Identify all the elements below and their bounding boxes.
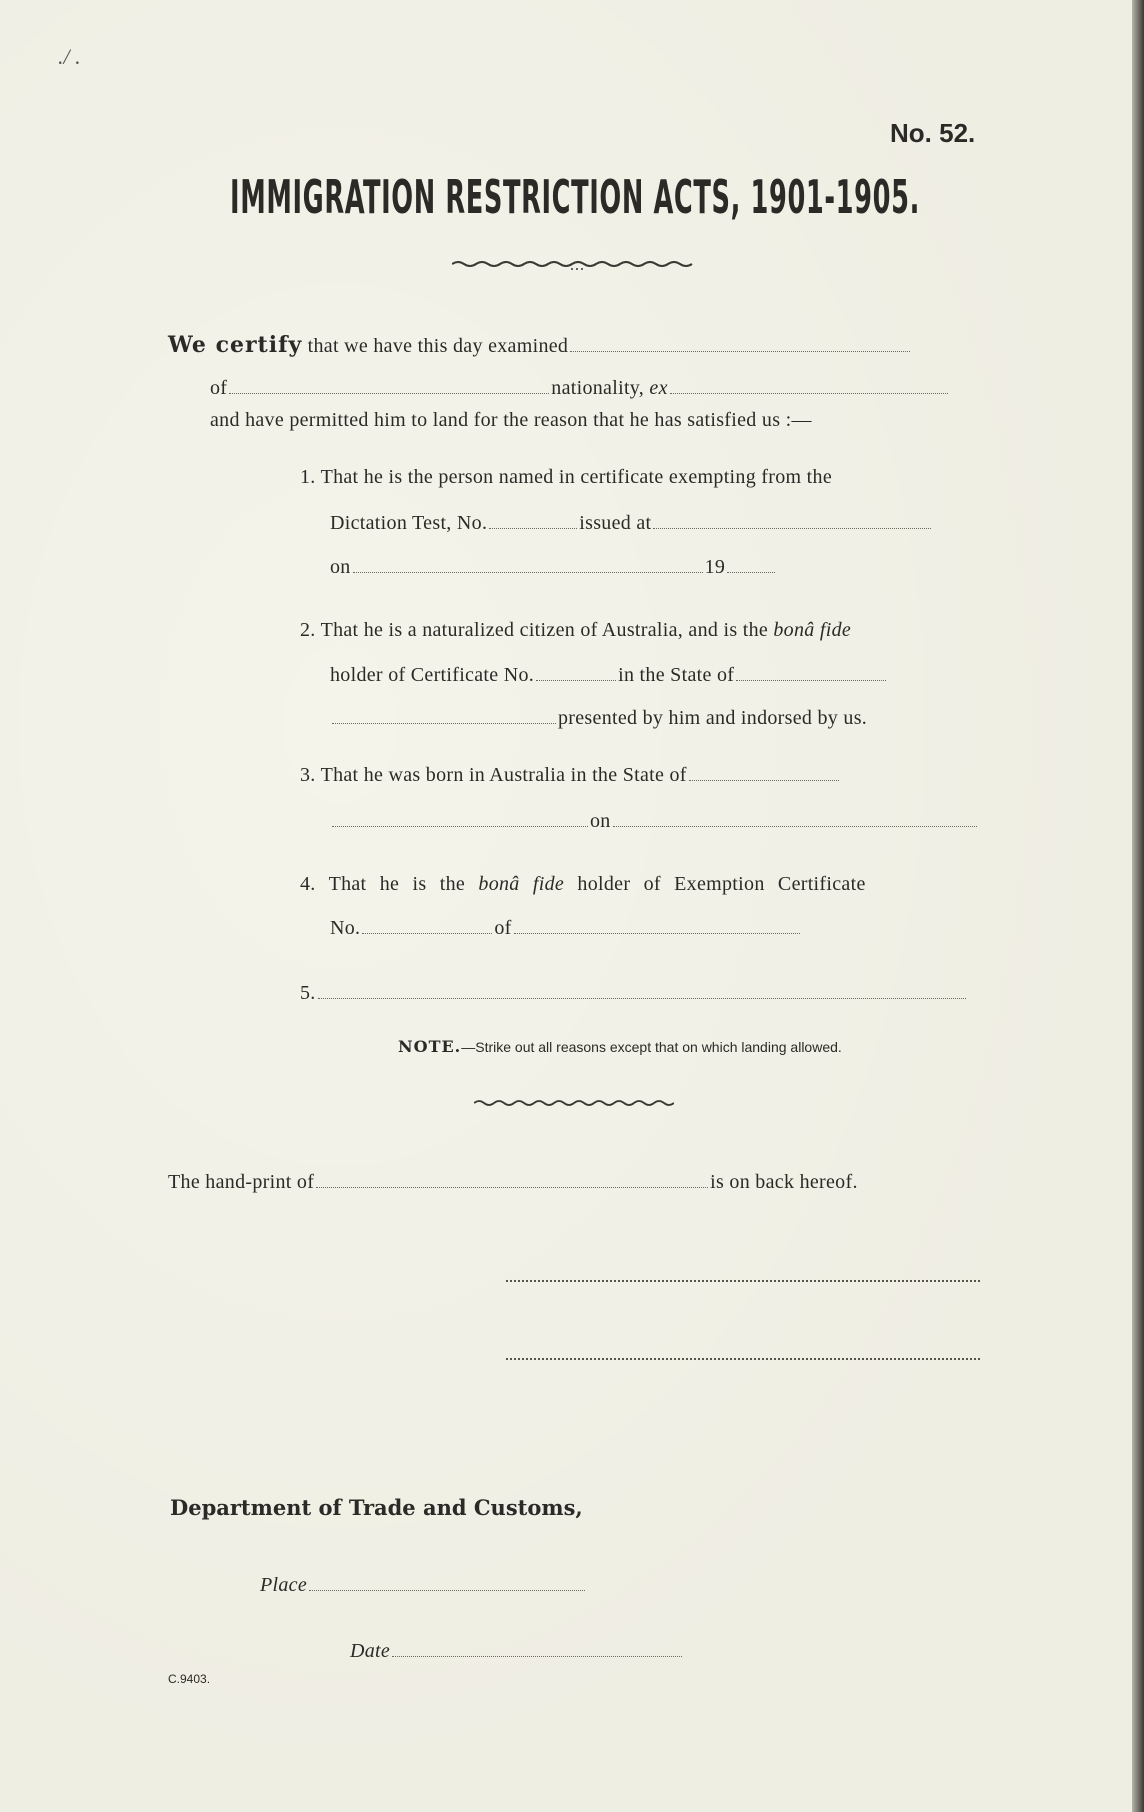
- certify-text: that we have this day examined: [307, 335, 569, 357]
- issued-label: issued at: [579, 512, 652, 534]
- ex-label: ex: [649, 377, 668, 399]
- corner-mark: ./ .: [58, 44, 81, 69]
- reason-4-holder: holder of Exemption Certificate: [577, 873, 866, 895]
- reason-4-bona-fide: bonâ fide: [478, 873, 565, 895]
- holder-label: holder of Certificate No.: [330, 664, 535, 686]
- reason-4-line-2: [330, 917, 802, 940]
- reason-3-line-1: [300, 764, 841, 787]
- born-date-field[interactable]: [613, 825, 977, 827]
- nationality-label: nationality,: [551, 377, 645, 399]
- reason-1-line-1: [300, 466, 832, 489]
- date-line: [350, 1640, 684, 1663]
- state-field[interactable]: [736, 679, 886, 681]
- on-label: on: [330, 556, 351, 578]
- reason-2-line-3: [330, 707, 867, 730]
- year-field[interactable]: [727, 571, 775, 573]
- born-state-field[interactable]: [689, 779, 839, 781]
- signature-line-2[interactable]: [506, 1358, 980, 1360]
- reason-2-line-2: [330, 664, 888, 687]
- permitted-line: and have permitted him to land for the reason that he has satisfied us :—: [210, 409, 812, 431]
- ex-field[interactable]: [670, 392, 948, 394]
- presented-label: presented by him and indorsed by us.: [558, 707, 868, 729]
- form-code: C.9403.: [168, 1672, 211, 1686]
- dictation-label: Dictation Test, No.: [330, 512, 488, 534]
- of-field[interactable]: [229, 392, 549, 394]
- note-text: —Strike out all reasons except that on which landing allowed.: [461, 1039, 842, 1055]
- reason-1-line-2: [330, 512, 933, 535]
- handprint-label: The hand-print of: [168, 1171, 315, 1193]
- year-prefix: 19: [704, 556, 726, 578]
- signature-line-1[interactable]: [506, 1280, 980, 1282]
- form-number: No. 52.: [890, 118, 976, 148]
- reason-3-number: 3.: [300, 764, 316, 786]
- exemption-of-field[interactable]: [514, 932, 800, 934]
- exemption-number-field[interactable]: [362, 932, 492, 934]
- reason-3-line-2: [330, 810, 979, 833]
- state-label: in the State of: [618, 664, 735, 686]
- reason-2-number: 2.: [300, 619, 316, 641]
- handprint-field[interactable]: [316, 1186, 708, 1188]
- title-flourish: [452, 256, 702, 277]
- department-name: Department of Trade and Customs,: [170, 1495, 583, 1520]
- reason-5-line: [300, 982, 968, 1005]
- page-edge: [1132, 0, 1144, 1812]
- reason-1-number: 1.: [300, 466, 316, 488]
- place-label: Place: [260, 1574, 308, 1596]
- born-place-field[interactable]: [332, 825, 588, 827]
- on-date-field[interactable]: [353, 571, 703, 573]
- note-flourish: [474, 1096, 674, 1114]
- certify-lead: We certify: [168, 332, 303, 358]
- certificate-number-field[interactable]: [536, 679, 616, 681]
- reason-2-text: That he is a naturalized citizen of Australia, and is the: [320, 619, 769, 641]
- examined-field[interactable]: [570, 350, 910, 352]
- reason-5-field[interactable]: [318, 997, 966, 999]
- of-line: [210, 377, 950, 400]
- place-line: [260, 1574, 587, 1597]
- reason-4-no: No.: [330, 917, 361, 939]
- reason-1-line-3: [330, 556, 777, 579]
- certify-line: [168, 332, 912, 358]
- reason-4-text: That he is the: [328, 873, 466, 895]
- date-field[interactable]: [392, 1655, 682, 1657]
- reason-1-text: That he is the person named in certificate exempting from the: [320, 466, 833, 488]
- place-field[interactable]: [309, 1589, 585, 1591]
- handprint-line: [168, 1171, 858, 1194]
- reason-2-line-1: [300, 619, 851, 642]
- note-label: NOTE.: [398, 1037, 462, 1056]
- of-label: of: [210, 377, 228, 399]
- dictation-number-field[interactable]: [489, 527, 577, 529]
- reason-3-text: That he was born in Australia in the State of: [320, 764, 687, 786]
- reason-3-on: on: [590, 810, 611, 832]
- reason-5-number: 5.: [300, 982, 316, 1004]
- reason-2-bona-fide: bonâ fide: [773, 619, 852, 641]
- presented-field[interactable]: [332, 722, 556, 724]
- handprint-suffix: is on back hereof.: [710, 1171, 858, 1193]
- reason-4-of: of: [494, 917, 512, 939]
- reason-4-number: 4.: [300, 873, 316, 895]
- issued-at-field[interactable]: [653, 527, 931, 529]
- note: [398, 1037, 842, 1056]
- document-title: IMMIGRATION RESTRICTION ACTS, 1901-1905.: [230, 170, 920, 224]
- reason-4-line-1: [300, 873, 866, 896]
- date-label: Date: [350, 1640, 391, 1662]
